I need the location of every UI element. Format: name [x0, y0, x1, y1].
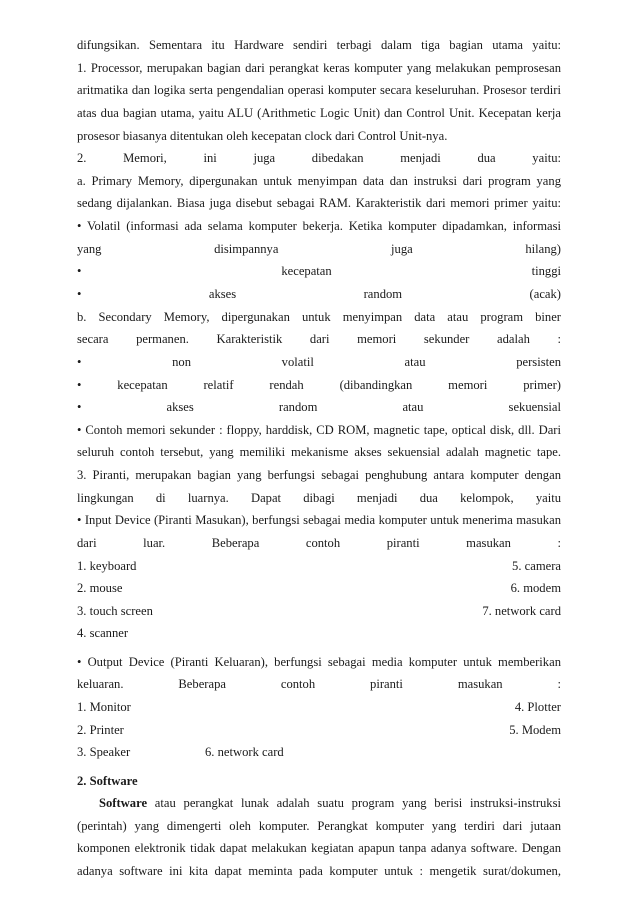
text-line: dari luar. Beberapa contoh piranti masukan : — [77, 535, 561, 550]
bold-term: Software — [99, 796, 148, 811]
list-item: 5. Modem — [509, 722, 561, 737]
text-line — [77, 792, 561, 814]
list-item: 6. network card — [205, 745, 284, 760]
section-heading: 2. Software — [77, 773, 138, 788]
output-list-row — [77, 719, 561, 741]
text-line: sedang dijalankan. Biasa juga disebut sebagai RAM. Karakteristik dari memori primer yaitu: — [77, 196, 561, 211]
list-item: 5. camera — [512, 558, 561, 573]
list-item: 1. keyboard — [77, 558, 137, 573]
list-item: 4. scanner — [77, 626, 129, 641]
text-line: a. Primary Memory, dipergunakan untuk menyimpan data dan instruksi dari program yang — [77, 173, 561, 188]
text-line: b. Secondary Memory, dipergunakan untuk menyimpan data atau program biner — [77, 309, 561, 324]
text-line: keluaran. Beberapa contoh piranti masukan : — [77, 677, 561, 692]
text-line: • kecepatan tinggi — [77, 264, 561, 279]
list-item: 7. network card — [482, 603, 561, 618]
text-line: • Input Device (Piranti Masukan), berfungsi sebagai media komputer untuk menerima masukan — [77, 513, 561, 528]
text-line: • Contoh memori sekunder : floppy, harddisk, CD ROM, magnetic tape, optical disk, dll. Dari — [77, 422, 561, 437]
text-line: difungsikan. Sementara itu Hardware sendiri terbagi dalam tiga bagian utama yaitu: — [77, 38, 561, 52]
text-line: adanya software ini kita dapat meminta pada komputer untuk : mengetik surat/dokumen, — [77, 864, 561, 878]
list-item: 3. Speaker — [77, 745, 131, 760]
input-list-row — [77, 622, 561, 644]
list-item: 3. touch screen — [77, 603, 153, 618]
text-line: seluruh contoh tersebut, yang memiliki mekanisme akses sekuensial adalah magnetic tape. — [77, 445, 561, 460]
text-line: • Volatil (informasi ada selama komputer bekerja. Ketika komputer dipadamkan, informasi — [77, 219, 561, 233]
text-line: secara permanen. Karakteristik dari memori sekunder adalah : — [77, 332, 561, 347]
output-list-row — [77, 696, 561, 718]
list-item: 4. Plotter — [514, 699, 561, 714]
text-line: 1. Processor, merupakan bagian dari perangkat keras komputer yang melakukan pemprosesan — [77, 60, 561, 75]
input-list-row — [77, 600, 561, 622]
text-line: 2. Memori, ini juga dibedakan menjadi dua yaitu: — [77, 151, 561, 166]
text-line: aritmatika dan logika serta pengendalian operasi komputer secara keseluruhan. Prosesor terdiri — [77, 83, 561, 98]
text-line: yang disimpannya juga hilang) — [77, 241, 561, 256]
text-line: (perintah) yang dimengerti oleh komputer. Perangkat komputer yang terdiri dari jutaan — [77, 818, 561, 833]
text-span: atau perangkat lunak adalah suatu program yang berisi instruksi-instruksi — [147, 796, 561, 811]
text-line: lingkungan di luarnya. Dapat dibagi menjadi dua kelompok, yaitu — [77, 490, 561, 505]
text-line: • akses random atau sekuensial — [77, 400, 561, 415]
text-line: • kecepatan relatif rendah (dibandingkan memori primer) — [77, 377, 561, 392]
list-item: 6. modem — [510, 581, 561, 596]
output-list-row — [77, 741, 561, 763]
text-line: komponen elektronik tidak dapat melakukan kegiatan apapun tanpa adanya software. Dengan — [77, 841, 561, 856]
text-line: prosesor biasanya ditentukan oleh kecepatan clock dari Control Unit-nya. — [77, 128, 448, 143]
text-line: 3. Piranti, merupakan bagian yang berfungsi sebagai penghubung antara komputer dengan — [77, 468, 561, 482]
list-item: 2. Printer — [77, 722, 124, 737]
input-list-row — [77, 555, 561, 577]
text-line: • Output Device (Piranti Keluaran), berfungsi sebagai media komputer untuk memberikan — [77, 654, 561, 669]
list-item: 1. Monitor — [77, 699, 131, 714]
input-list-row — [77, 577, 561, 599]
list-item: 2. mouse — [77, 581, 123, 596]
text-line: atas dua bagian utama, yaitu ALU (Arithmetic Logic Unit) dan Control Unit. Kecepatan kerja — [77, 105, 561, 120]
text-line: • akses random (acak) — [77, 286, 561, 301]
text-line: • non volatil atau persisten — [77, 354, 561, 369]
